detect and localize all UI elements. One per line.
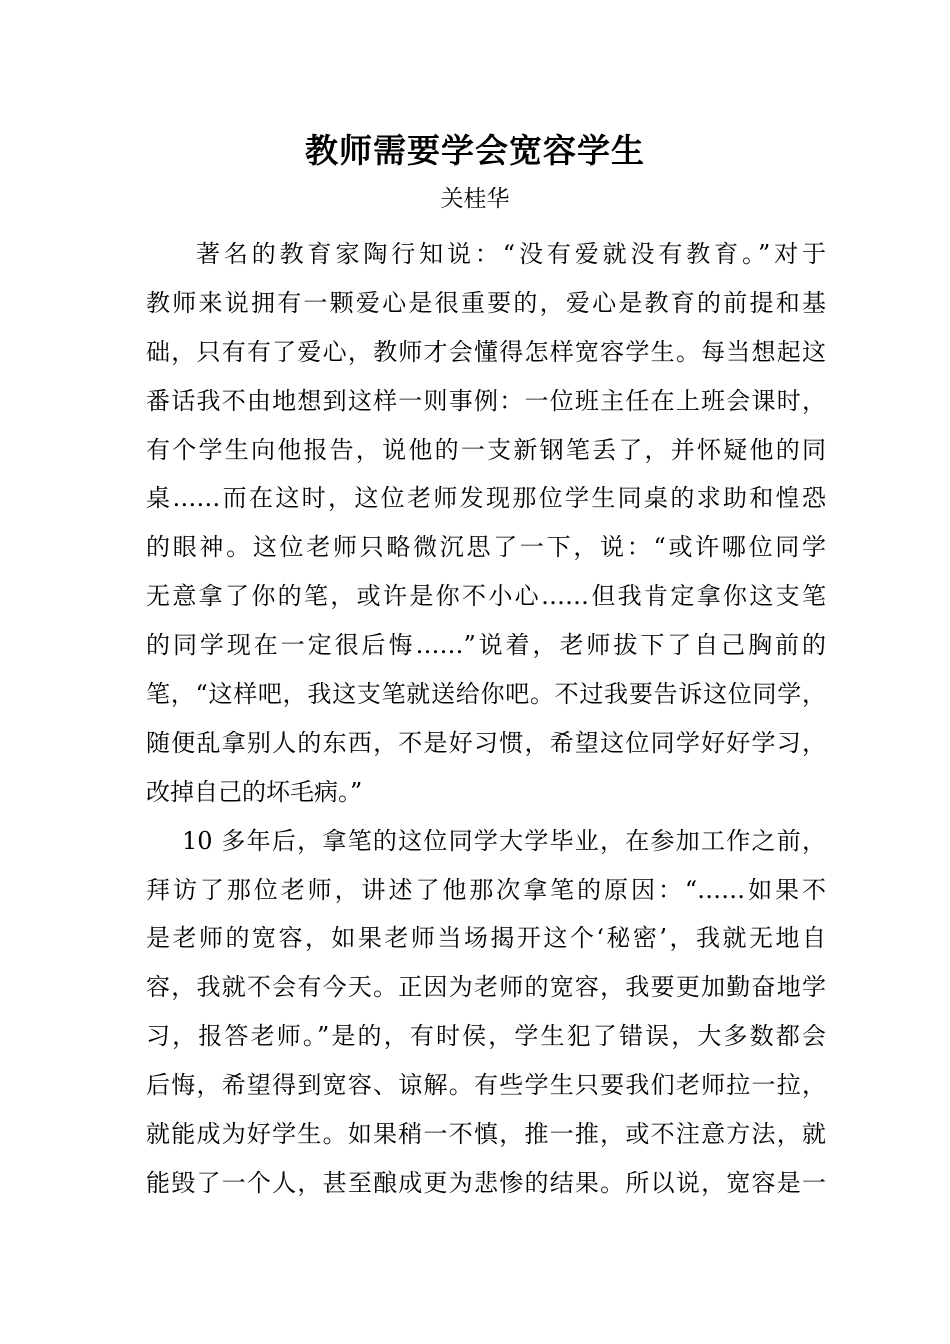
- text-line: 著名的教育家陶行知说：“没有爱就没有教育。”对于: [196, 240, 826, 268]
- text-line: 番话我不由地想到这样一则事例：一位班主任在上班会课时，: [146, 386, 826, 415]
- text-line: 是老师的宽容，如果老师当场揭开这个‘秘密’，我就无地自: [146, 924, 826, 953]
- text-line: 改掉自己的坏毛病。”: [146, 777, 363, 806]
- text-line: 容，我就不会有今天。正因为老师的宽容，我要更加勤奋地学: [146, 973, 826, 1002]
- text-line: 能毁了一个人，甚至酿成更为悲惨的结果。所以说，宽容是一: [146, 1168, 826, 1197]
- text-line: 础，只有有了爱心，教师才会懂得怎样宽容学生。每当想起这: [146, 337, 826, 366]
- text-line: 无意拿了你的笔，或许是你不小心……但我肯定拿你这支笔: [146, 582, 826, 611]
- text-line: 就能成为好学生。如果稍一不慎，推一推，或不注意方法，就: [146, 1120, 826, 1149]
- text-line: 教师来说拥有一颗爱心是很重要的，爱心是教育的前提和基: [146, 288, 826, 317]
- text-line: 后悔，希望得到宽容、谅解。有些学生只要我们老师拉一拉，: [146, 1071, 826, 1100]
- text-line: 的同学现在一定很后悔……”说着，老师拔下了自己胸前的: [146, 631, 826, 660]
- text-line: 笔，“这样吧，我这支笔就送给你吧。不过我要告诉这位同学，: [146, 680, 826, 709]
- text-line: 有个学生向他报告，说他的一支新钢笔丢了，并怀疑他的同: [146, 435, 826, 464]
- document-body: [146, 230, 826, 1208]
- document-author: 关桂华: [440, 186, 510, 212]
- text-line: 习，报答老师。”是的，有时侯，学生犯了错误，大多数都会: [146, 1022, 826, 1051]
- text-line: 的眼神。这位老师只略微沉思了一下，说：“或许哪位同学: [146, 533, 826, 562]
- text-line: 随便乱拿别人的东西，不是好习惯，希望这位同学好好学习，: [146, 728, 826, 757]
- text-line: 桌……而在这时，这位老师发现那位学生同桌的求助和惶恐: [146, 484, 826, 513]
- text-line: 拜访了那位老师，讲述了他那次拿笔的原因：“……如果不: [146, 875, 826, 904]
- document-title: 教师需要学会宽容学生: [305, 131, 645, 170]
- text-line: 10 多年后，拿笔的这位同学大学毕业，在参加工作之前，: [182, 826, 826, 855]
